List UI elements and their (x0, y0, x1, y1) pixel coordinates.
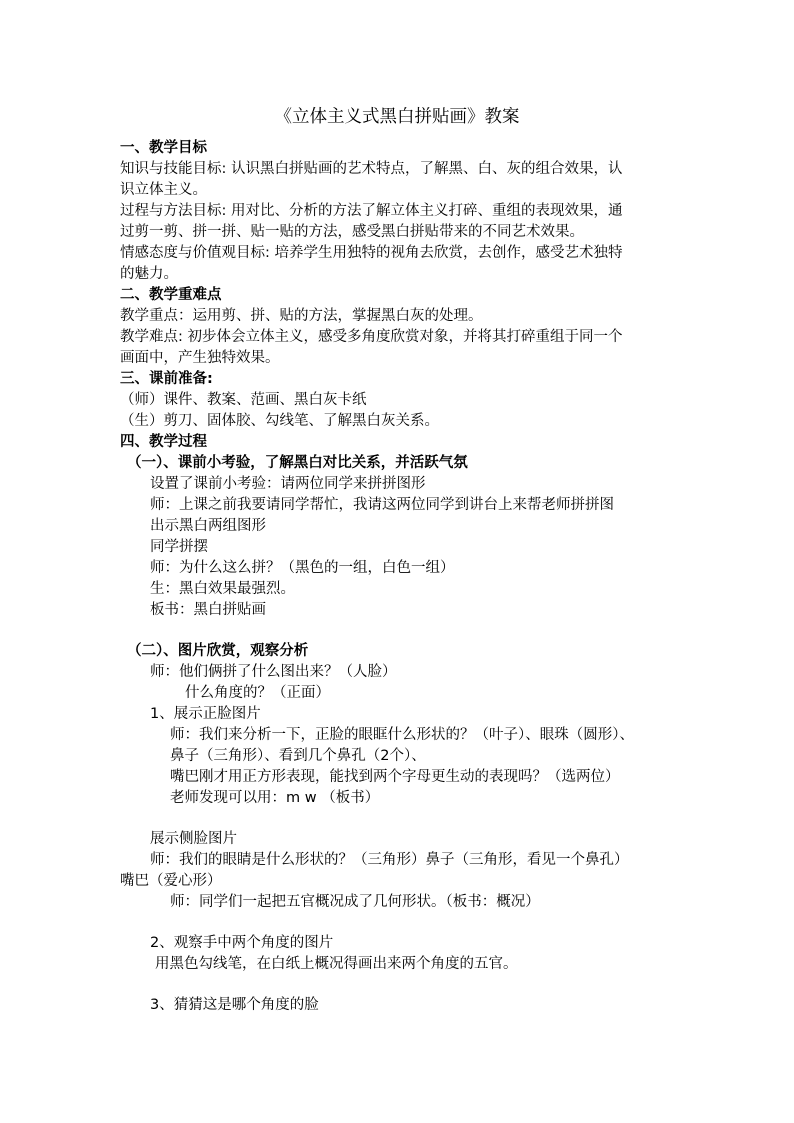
paragraph-line: 过剪一剪、拼一拼、贴一贴的方法，感受黑白拼贴带来的不同艺术效果。 (120, 224, 584, 240)
paragraph-line: 嘴巴刚才用正方形表现，能找到两个字母更生动的表现吗？（选两位） (170, 769, 620, 785)
paragraph-line: 师：上课之前我要请同学帮忙，我请这两位同学到讲台上来帮老师拼拼图 (150, 497, 614, 513)
paragraph-line: 识立体主义。 (120, 182, 207, 198)
paragraph-line: 嘴巴（爱心形） (120, 873, 222, 889)
paragraph-line: 老师发现可以用：m w （板书） (170, 790, 380, 806)
subsection-heading: （二）、图片欣赏，观察分析 (127, 643, 309, 659)
paragraph-line: 画面中，产生独特效果。 (120, 350, 280, 366)
paragraph-line: 鼻子（三角形）、看到几个鼻孔（2个）、 (170, 748, 426, 764)
paragraph-line: 展示侧脸图片 (150, 831, 237, 847)
paragraph-line: （师）课件、教案、范画、黑白灰卡纸 (120, 392, 367, 408)
paragraph-line: 教学重点：运用剪、拼、贴的方法，掌握黑白灰的处理。 (120, 308, 483, 324)
paragraph-line: 什么角度的？（正面） (185, 685, 330, 701)
paragraph-line: 师：我们来分析一下，正脸的眼眶什么形状的？（叶子）、眼珠（圆形）、 (170, 727, 634, 743)
paragraph-line: 同学拼摆 (150, 539, 208, 555)
paragraph-line: 知识与技能目标: 认识黑白拼贴画的艺术特点，了解黑、白、灰的组合效果，认 (120, 161, 623, 177)
section-heading-process: 四、教学过程 (120, 434, 207, 450)
paragraph-line: 师：为什么这么拼？（黑色的一组，白色一组） (150, 560, 455, 576)
paragraph-line: 设置了课前小考验：请两位同学来拼拼图形 (150, 476, 426, 492)
subsection-heading: （一）、课前小考验，了解黑白对比关系，并活跃气氛 (127, 455, 468, 471)
section-heading-preparation: 三、课前准备: (120, 371, 213, 387)
paragraph-line: 1、展示正脸图片 (150, 706, 261, 722)
paragraph-line: （生）剪刀、固体胶、勾线笔、了解黑白灰关系。 (120, 413, 439, 429)
section-heading-key-points: 二、教学重难点 (120, 287, 222, 303)
paragraph-line: 出示黑白两组图形 (150, 518, 266, 534)
paragraph-line: 的魅力。 (120, 266, 178, 282)
paragraph-line: 用黑色勾线笔，在白纸上概况得画出来两个角度的五官。 (155, 956, 518, 972)
paragraph-line: 2、观察手中两个角度的图片 (150, 935, 334, 951)
paragraph-line: 3、猜猜这是哪个角度的脸 (150, 997, 319, 1013)
document-title: 《立体主义式黑白拼贴画》教案 (274, 107, 520, 127)
paragraph-line: 板书：黑白拼贴画 (150, 602, 266, 618)
paragraph-line: 生：黑白效果最强烈。 (150, 581, 295, 597)
section-heading-objectives: 一、教学目标 (120, 140, 207, 156)
paragraph-line: 师：他们俩拼了什么图出来？（人脸） (150, 664, 397, 680)
paragraph-line: 师：我们的眼睛是什么形状的？（三角形）鼻子（三角形，看见一个鼻孔） (150, 852, 629, 868)
paragraph-line: 情感态度与价值观目标: 培养学生用独特的视角去欣赏，去创作，感受艺术独特 (120, 245, 623, 261)
paragraph-line: 过程与方法目标: 用对比、分析的方法了解立体主义打碎、重组的表现效果，通 (120, 203, 623, 219)
paragraph-line: 师：同学们一起把五官概况成了几何形状。（板书：概况） (170, 894, 540, 910)
paragraph-line: 教学难点: 初步体会立体主义，感受多角度欣赏对象，并将其打碎重组于同一个 (120, 329, 623, 345)
